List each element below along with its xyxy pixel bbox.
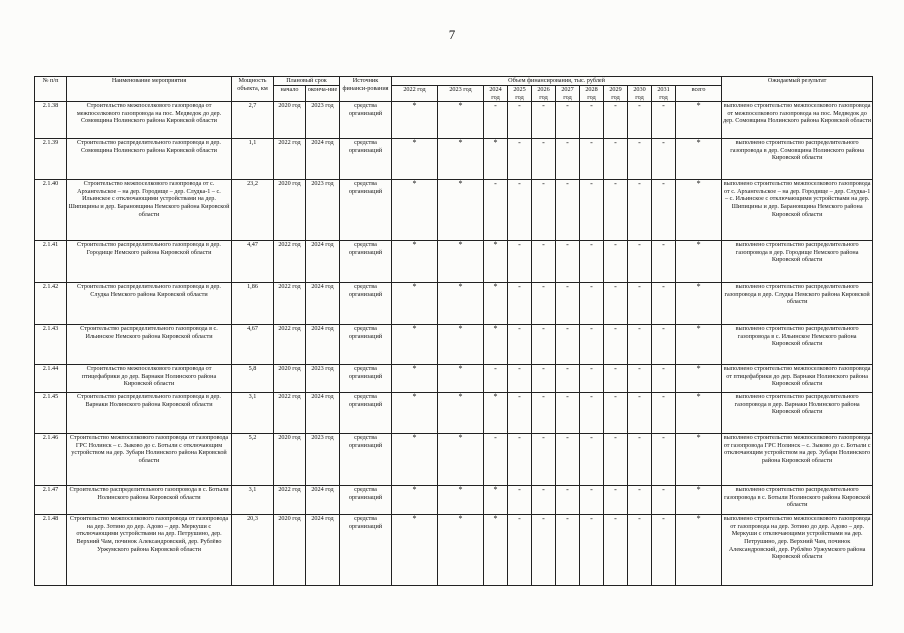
header-year: 2023 год xyxy=(438,86,484,102)
row-start: 2022 год xyxy=(274,283,306,325)
row-source: средства организаций xyxy=(340,325,392,365)
row-year-value: - xyxy=(580,139,604,180)
row-year-value: - xyxy=(508,325,532,365)
row-year-value: - xyxy=(628,434,652,486)
table-row xyxy=(35,365,873,393)
row-year-value: - xyxy=(556,241,580,283)
row-year-value: - xyxy=(508,515,532,586)
row-year-value: - xyxy=(580,325,604,365)
row-end: 2023 год xyxy=(306,365,340,393)
row-total: * xyxy=(676,139,722,180)
row-start: 2020 год xyxy=(274,515,306,586)
header-year: 2026 год xyxy=(532,86,556,102)
row-num: 2.1.45 xyxy=(35,393,67,434)
row-year-value: - xyxy=(532,515,556,586)
row-year-value: - xyxy=(556,102,580,139)
row-source: средства организаций xyxy=(340,180,392,241)
row-start: 2022 год xyxy=(274,486,306,515)
row-source: средства организаций xyxy=(340,102,392,139)
row-end: 2023 год xyxy=(306,102,340,139)
row-total: * xyxy=(676,325,722,365)
row-result: выполнено строительство распределительного газопровода в с. Ботыли Нолинского района Кировской области xyxy=(722,486,873,515)
row-year-value: - xyxy=(484,102,508,139)
row-year-value: * xyxy=(438,515,484,586)
row-capacity: 5,8 xyxy=(232,365,274,393)
header-num: № п/п xyxy=(35,77,67,102)
row-year-value: - xyxy=(580,365,604,393)
row-year-value: * xyxy=(392,139,438,180)
row-total: * xyxy=(676,241,722,283)
row-result: выполнено строительство межпоселкового газопровода от птицефабрики до дер. Варнаки Нолинского района Кировской области xyxy=(722,365,873,393)
row-end: 2023 год xyxy=(306,434,340,486)
row-capacity: 4,67 xyxy=(232,325,274,365)
table-row xyxy=(35,180,873,241)
row-year-value: - xyxy=(628,365,652,393)
row-start: 2022 год xyxy=(274,139,306,180)
table-row xyxy=(35,393,873,434)
row-start: 2022 год xyxy=(274,325,306,365)
row-year-value: - xyxy=(652,102,676,139)
row-year-value: * xyxy=(438,139,484,180)
program-table xyxy=(34,76,873,586)
table-row xyxy=(35,102,873,139)
row-year-value: - xyxy=(556,139,580,180)
row-num: 2.1.44 xyxy=(35,365,67,393)
row-year-value: - xyxy=(652,283,676,325)
row-capacity: 20,3 xyxy=(232,515,274,586)
table-row xyxy=(35,283,873,325)
row-year-value: - xyxy=(508,393,532,434)
row-num: 2.1.46 xyxy=(35,434,67,486)
row-year-value: - xyxy=(580,241,604,283)
row-capacity: 4,47 xyxy=(232,241,274,283)
row-year-value: - xyxy=(628,515,652,586)
row-name: Строительство межпоселкового газопровода от с. Архангельское – на дер. Городище – дер. Слудка-1 – с. Ильинское с отключающими устройствами на дер. Шипицины и дер. Барановщина Немского района Кировской области xyxy=(67,180,232,241)
row-year-value: - xyxy=(652,139,676,180)
row-end: 2024 год xyxy=(306,241,340,283)
header-name: Наименование мероприятия xyxy=(67,77,232,102)
row-year-value: - xyxy=(532,283,556,325)
row-num: 2.1.43 xyxy=(35,325,67,365)
row-year-value: - xyxy=(652,180,676,241)
table-row xyxy=(35,241,873,283)
row-year-value: - xyxy=(532,241,556,283)
row-year-value: - xyxy=(604,180,628,241)
row-year-value: - xyxy=(532,365,556,393)
row-name: Строительство распределительного газопровода в дер. Сомовщина Нолинского района Кировской области xyxy=(67,139,232,180)
row-year-value: - xyxy=(508,241,532,283)
row-year-value: - xyxy=(580,180,604,241)
table-row xyxy=(35,325,873,365)
row-year-value: - xyxy=(604,139,628,180)
row-year-value: - xyxy=(604,283,628,325)
row-year-value: - xyxy=(556,515,580,586)
row-year-value: - xyxy=(604,515,628,586)
row-year-value: - xyxy=(484,434,508,486)
row-year-value: - xyxy=(604,365,628,393)
table-row xyxy=(35,486,873,515)
row-year-value: - xyxy=(556,283,580,325)
row-total: * xyxy=(676,283,722,325)
row-year-value: - xyxy=(580,283,604,325)
row-year-value: - xyxy=(652,325,676,365)
row-year-value: - xyxy=(628,139,652,180)
header-start: начало xyxy=(274,86,306,102)
page-number: 7 xyxy=(448,27,456,42)
row-num: 2.1.39 xyxy=(35,139,67,180)
row-year-value: * xyxy=(484,241,508,283)
row-start: 2020 год xyxy=(274,102,306,139)
row-capacity: 1,86 xyxy=(232,283,274,325)
row-total: * xyxy=(676,102,722,139)
table-row xyxy=(35,434,873,486)
row-start: 2022 год xyxy=(274,241,306,283)
header-result: Ожидаемый результат xyxy=(722,77,873,102)
row-year-value: - xyxy=(508,365,532,393)
row-year-value: * xyxy=(438,241,484,283)
row-year-value: - xyxy=(580,393,604,434)
row-name: Строительство межпоселкового газопровода от межпоселкового газопровода на пос. Медведок до дер. Сомовщина Нолинского района Кировской области xyxy=(67,102,232,139)
header-year: 2029 год xyxy=(604,86,628,102)
row-year-value: - xyxy=(652,515,676,586)
row-year-value: - xyxy=(508,283,532,325)
row-year-value: - xyxy=(604,325,628,365)
row-year-value: * xyxy=(484,486,508,515)
row-year-value: - xyxy=(532,393,556,434)
row-year-value: - xyxy=(508,102,532,139)
row-year-value: * xyxy=(392,486,438,515)
row-year-value: - xyxy=(628,325,652,365)
row-end: 2024 год xyxy=(306,325,340,365)
row-year-value: - xyxy=(628,486,652,515)
row-year-value: - xyxy=(628,102,652,139)
row-start: 2020 год xyxy=(274,365,306,393)
row-year-value: - xyxy=(556,325,580,365)
header-year: 2028 год xyxy=(580,86,604,102)
row-year-value: - xyxy=(556,180,580,241)
header-year: 2027 год xyxy=(556,86,580,102)
row-year-value: - xyxy=(532,325,556,365)
table-row xyxy=(35,515,873,586)
row-year-value: - xyxy=(652,393,676,434)
row-capacity: 23,2 xyxy=(232,180,274,241)
row-start: 2022 год xyxy=(274,393,306,434)
row-year-value: * xyxy=(438,180,484,241)
header-capacity: Мощность объекта, км xyxy=(232,77,274,102)
header-end: оконча-ние xyxy=(306,86,340,102)
row-year-value: - xyxy=(484,365,508,393)
row-source: средства организаций xyxy=(340,515,392,586)
row-source: средства организаций xyxy=(340,365,392,393)
row-year-value: - xyxy=(652,365,676,393)
row-year-value: * xyxy=(392,102,438,139)
row-year-value: * xyxy=(392,393,438,434)
row-source: средства организаций xyxy=(340,139,392,180)
row-total: * xyxy=(676,434,722,486)
table-row xyxy=(35,139,873,180)
row-year-value: - xyxy=(628,241,652,283)
header-total: всего xyxy=(676,86,722,102)
row-name: Строительство распределительного газопровода в дер. Городище Немского района Кировской области xyxy=(67,241,232,283)
row-year-value: * xyxy=(392,515,438,586)
row-year-value: - xyxy=(580,434,604,486)
row-year-value: * xyxy=(392,365,438,393)
row-year-value: - xyxy=(556,486,580,515)
header-funding: Объем финансирования, тыс. рублей xyxy=(392,77,722,86)
header-year: 2022 год xyxy=(392,86,438,102)
header-year: 2024 год xyxy=(484,86,508,102)
row-year-value: * xyxy=(484,325,508,365)
row-year-value: - xyxy=(556,393,580,434)
row-num: 2.1.47 xyxy=(35,486,67,515)
row-year-value: - xyxy=(628,180,652,241)
row-year-value: - xyxy=(532,180,556,241)
row-year-value: * xyxy=(392,283,438,325)
row-year-value: * xyxy=(484,393,508,434)
row-year-value: - xyxy=(556,434,580,486)
row-total: * xyxy=(676,393,722,434)
row-name: Строительство межпоселкового газопровода от газопровода ГРС Нолинск – с. Зыково до с. Ботыли с отключающим устройством на дер. Зубари Нолинского района Кировской области xyxy=(67,434,232,486)
row-year-value: - xyxy=(628,283,652,325)
row-year-value: - xyxy=(604,102,628,139)
row-year-value: * xyxy=(438,102,484,139)
row-total: * xyxy=(676,515,722,586)
row-year-value: * xyxy=(392,241,438,283)
row-year-value: - xyxy=(604,434,628,486)
row-result: выполнено строительство межпоселкового газопровода от газопровода ГРС Нолинск – с. Зыково до с. Ботыли с отключающим устройством на дер. Зубари Нолинского района Кировской области xyxy=(722,434,873,486)
row-year-value: * xyxy=(392,434,438,486)
row-capacity: 3,1 xyxy=(232,486,274,515)
row-name: Строительство распределительного газопровода в дер. Слудка Немского района Кировской области xyxy=(67,283,232,325)
row-num: 2.1.48 xyxy=(35,515,67,586)
row-year-value: - xyxy=(652,434,676,486)
row-year-value: * xyxy=(392,180,438,241)
row-name: Строительство распределительного газопровода в с. Ильинское Немского района Кировской области xyxy=(67,325,232,365)
row-year-value: * xyxy=(484,139,508,180)
row-end: 2024 год xyxy=(306,139,340,180)
row-year-value: - xyxy=(532,434,556,486)
row-source: средства организаций xyxy=(340,393,392,434)
row-num: 2.1.40 xyxy=(35,180,67,241)
row-year-value: - xyxy=(556,365,580,393)
header-plan-term: Плановый срок xyxy=(274,77,340,86)
row-total: * xyxy=(676,486,722,515)
row-num: 2.1.41 xyxy=(35,241,67,283)
row-year-value: * xyxy=(438,486,484,515)
row-total: * xyxy=(676,180,722,241)
row-year-value: - xyxy=(532,486,556,515)
row-result: выполнено строительство распределительного газопровода в дер. Слудка Немского района Кировской области xyxy=(722,283,873,325)
row-source: средства организаций xyxy=(340,283,392,325)
row-year-value: - xyxy=(604,486,628,515)
row-capacity: 2,7 xyxy=(232,102,274,139)
row-source: средства организаций xyxy=(340,241,392,283)
row-result: выполнено строительство распределительного газопровода в дер. Варнаки Нолинского района Кировской области xyxy=(722,393,873,434)
row-source: средства организаций xyxy=(340,434,392,486)
row-year-value: - xyxy=(532,102,556,139)
row-year-value: - xyxy=(484,180,508,241)
row-year-value: * xyxy=(438,283,484,325)
header-year: 2025 год xyxy=(508,86,532,102)
row-year-value: - xyxy=(508,180,532,241)
row-year-value: - xyxy=(508,139,532,180)
row-year-value: - xyxy=(580,102,604,139)
row-result: выполнено строительство межпоселкового газопровода от с. Архангельское – на дер. Городище – дер. Слудка-1 – с. Ильинское с отключающими устройствами на дер. Шипицины и дер. Барановщина Немского района Кировской области xyxy=(722,180,873,241)
row-year-value: - xyxy=(652,486,676,515)
row-end: 2024 год xyxy=(306,393,340,434)
row-year-value: * xyxy=(438,393,484,434)
row-year-value: * xyxy=(438,365,484,393)
row-capacity: 1,1 xyxy=(232,139,274,180)
row-year-value: - xyxy=(652,241,676,283)
row-source: средства организаций xyxy=(340,486,392,515)
row-capacity: 5,2 xyxy=(232,434,274,486)
row-result: выполнено строительство распределительного газопровода в с. Ильинское Немского района Кировской области xyxy=(722,325,873,365)
row-num: 2.1.38 xyxy=(35,102,67,139)
row-year-value: - xyxy=(628,393,652,434)
row-year-value: * xyxy=(438,434,484,486)
row-year-value: - xyxy=(532,139,556,180)
row-end: 2024 год xyxy=(306,283,340,325)
row-year-value: * xyxy=(484,283,508,325)
row-name: Строительство распределительного газопровода в с. Ботыли Нолинского района Кировской области xyxy=(67,486,232,515)
header-source: Источник финанси-рования xyxy=(340,77,392,102)
row-start: 2020 год xyxy=(274,180,306,241)
row-name: Строительство распределительного газопровода в дер. Варнаки Нолинского района Кировской области xyxy=(67,393,232,434)
row-year-value: - xyxy=(580,486,604,515)
row-total: * xyxy=(676,365,722,393)
row-start: 2020 год xyxy=(274,434,306,486)
row-year-value: * xyxy=(484,515,508,586)
header-year: 2030 год xyxy=(628,86,652,102)
row-year-value: - xyxy=(508,486,532,515)
row-year-value: - xyxy=(604,393,628,434)
row-result: выполнено строительство межпоселкового газопровода от газопровода на дер. Зотино до дер. Адово – дер. Меркуши с отключающими устройствами на дер. Петрушино, дер. Верхний Чам, починок Александровский, дер. Рублёво Уржумского района Кировской области xyxy=(722,515,873,586)
row-end: 2024 год xyxy=(306,515,340,586)
row-year-value: - xyxy=(580,515,604,586)
row-year-value: - xyxy=(604,241,628,283)
row-end: 2024 год xyxy=(306,486,340,515)
row-capacity: 3,1 xyxy=(232,393,274,434)
row-result: выполнено строительство распределительного газопровода в дер. Сомовщина Нолинского района Кировской области xyxy=(722,139,873,180)
row-name: Строительство межпоселкового газопровода от птицефабрики до дер. Варнаки Нолинского района Кировской области xyxy=(67,365,232,393)
row-result: выполнено строительство распределительного газопровода в дер. Городище Немского района Кировской области xyxy=(722,241,873,283)
row-year-value: * xyxy=(438,325,484,365)
row-end: 2023 год xyxy=(306,180,340,241)
row-name: Строительство межпоселкового газопровода от газопровода на дер. Зотино до дер. Адово – дер. Меркуши с отключающими устройствами на дер. Петрушино, дер. Верхний Чам, починок Александровский, дер. Рублёво Уржумского района Кировской области xyxy=(67,515,232,586)
row-num: 2.1.42 xyxy=(35,283,67,325)
row-year-value: * xyxy=(392,325,438,365)
header-year: 2031 год xyxy=(652,86,676,102)
row-result: выполнено строительство межпоселкового газопровода от межпоселкового газопровода на пос. Медведок до дер. Сомовщина Нолинского района Кировской области xyxy=(722,102,873,139)
row-year-value: - xyxy=(508,434,532,486)
